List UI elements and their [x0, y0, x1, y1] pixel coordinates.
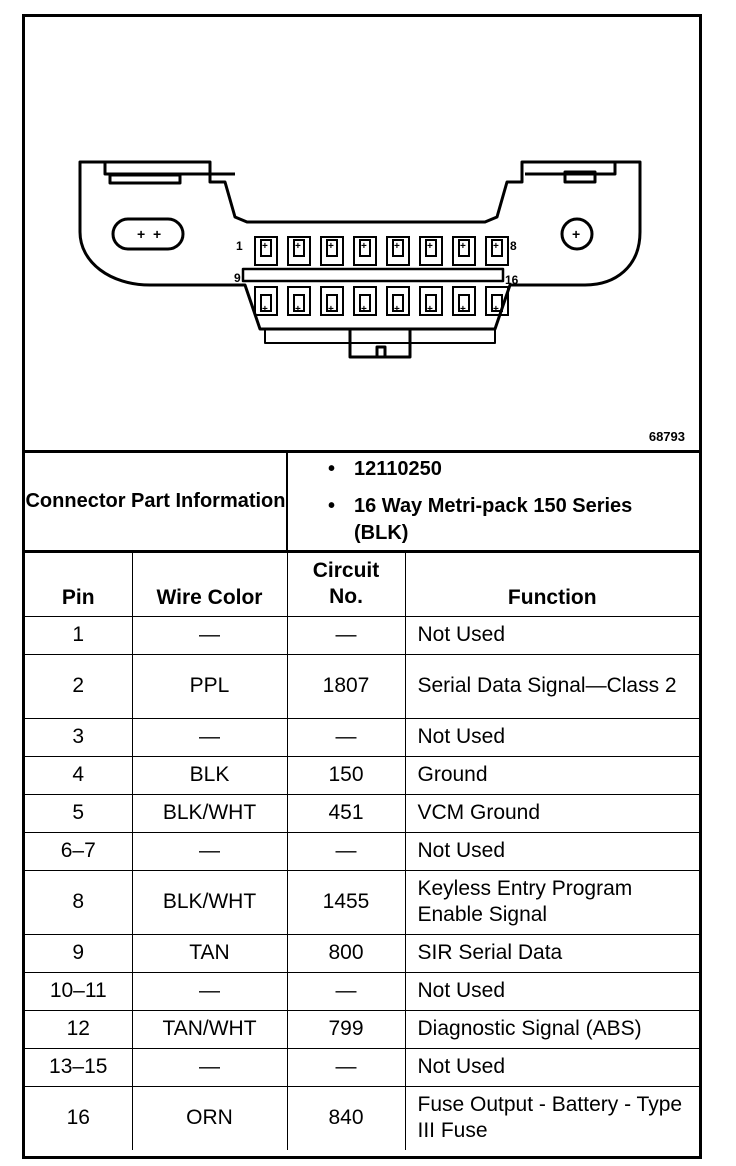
pin-cell: 10–11	[25, 972, 132, 1010]
pin-cell: 8	[25, 870, 132, 934]
connector-info-items	[288, 453, 699, 550]
table-row	[25, 870, 699, 934]
svg-text:+: +	[427, 241, 433, 252]
function-cell: Not Used	[405, 832, 699, 870]
circuit-cell: —	[287, 972, 405, 1010]
svg-text:+: +	[493, 241, 499, 252]
circuit-cell: —	[287, 616, 405, 654]
pin-label-16: 16	[505, 273, 519, 287]
table-row	[25, 756, 699, 794]
header-circuit-no: Circuit No.	[287, 550, 405, 616]
circuit-cell: 451	[287, 794, 405, 832]
pin-cavity	[255, 237, 277, 265]
svg-text:+: +	[361, 241, 367, 252]
circuit-cell: 800	[287, 934, 405, 972]
connector-part-information	[25, 453, 699, 553]
wire-color-cell: —	[132, 718, 287, 756]
pin-cavity	[354, 287, 376, 315]
function-cell: Not Used	[405, 718, 699, 756]
table-row	[25, 972, 699, 1010]
header-pin: Pin	[25, 550, 132, 616]
pin-cell: 6–7	[25, 832, 132, 870]
circuit-cell: 799	[287, 1010, 405, 1048]
pin-cavity	[288, 237, 310, 265]
pin-cavity	[420, 237, 442, 265]
bullet-icon: •	[328, 495, 336, 517]
table-row	[25, 1010, 699, 1048]
pin-cell: 12	[25, 1010, 132, 1048]
pin-cavities	[255, 237, 508, 315]
mount-plus-icon: +	[137, 226, 146, 242]
table-header-row	[25, 550, 699, 616]
wire-color-cell: PPL	[132, 654, 287, 718]
connector-illustration	[25, 17, 699, 453]
connector-type: 16 Way Metri-pack 150 Series (BLK)	[354, 495, 633, 544]
function-cell: Keyless Entry Program Enable Signal	[405, 870, 699, 934]
svg-text:+: +	[328, 241, 334, 252]
header-function: Function	[405, 550, 699, 616]
obd-connector-drawing	[25, 17, 699, 450]
wire-color-cell: —	[132, 832, 287, 870]
wire-color-cell: TAN/WHT	[132, 1010, 287, 1048]
wire-color-cell: TAN	[132, 934, 287, 972]
circuit-cell: 1807	[287, 654, 405, 718]
table-row	[25, 794, 699, 832]
function-cell: Not Used	[405, 616, 699, 654]
wire-color-cell: —	[132, 1048, 287, 1086]
pin-label-1: 1	[236, 239, 243, 253]
svg-text:+: +	[394, 304, 400, 315]
pin-cell: 16	[25, 1086, 132, 1150]
wire-color-cell: BLK/WHT	[132, 794, 287, 832]
connector-info-label: Connector Part Information	[25, 453, 288, 550]
wire-color-cell: BLK/WHT	[132, 870, 287, 934]
pin-cavity	[453, 237, 475, 265]
svg-text:+: +	[427, 304, 433, 315]
mount-plus-icon: +	[572, 226, 581, 242]
wire-color-cell: BLK	[132, 756, 287, 794]
table-row	[25, 934, 699, 972]
pin-cell: 2	[25, 654, 132, 718]
table-row	[25, 718, 699, 756]
function-cell: Not Used	[405, 972, 699, 1010]
function-cell: SIR Serial Data	[405, 934, 699, 972]
circuit-cell: 840	[287, 1086, 405, 1150]
pin-cavity	[453, 287, 475, 315]
pin-cell: 4	[25, 756, 132, 794]
pin-cavity	[321, 237, 343, 265]
header-wire-color: Wire Color	[132, 550, 287, 616]
wire-color-cell: ORN	[132, 1086, 287, 1150]
pin-cavity	[288, 287, 310, 315]
svg-text:+: +	[295, 304, 301, 315]
table-row	[25, 616, 699, 654]
pin-cavity	[486, 237, 508, 265]
svg-text:+: +	[262, 241, 268, 252]
connector-sheet	[22, 14, 702, 1159]
pin-cavity	[387, 287, 409, 315]
pin-cavity	[255, 287, 277, 315]
table-row	[25, 832, 699, 870]
pin-cavity	[321, 287, 343, 315]
wire-color-cell: —	[132, 616, 287, 654]
function-cell: Fuse Output - Battery - Type III Fuse	[405, 1086, 699, 1150]
wire-color-cell: —	[132, 972, 287, 1010]
circuit-cell: 1455	[287, 870, 405, 934]
circuit-cell: —	[287, 718, 405, 756]
svg-text:+: +	[328, 304, 334, 315]
function-cell: Diagnostic Signal (ABS)	[405, 1010, 699, 1048]
pin-cell: 13–15	[25, 1048, 132, 1086]
pin-cell: 9	[25, 934, 132, 972]
pin-cell: 3	[25, 718, 132, 756]
pin-label-9: 9	[234, 271, 241, 285]
pin-cell: 1	[25, 616, 132, 654]
function-cell: Ground	[405, 756, 699, 794]
pinout-table	[25, 550, 699, 1150]
svg-text:+: +	[361, 304, 367, 315]
pin-cavity	[354, 237, 376, 265]
function-cell: Serial Data Signal—Class 2	[405, 654, 699, 718]
svg-text:+: +	[394, 241, 400, 252]
svg-text:+: +	[460, 241, 466, 252]
pin-cavity	[420, 287, 442, 315]
function-cell: VCM Ground	[405, 794, 699, 832]
svg-text:+: +	[262, 304, 268, 315]
svg-text:+: +	[493, 304, 499, 315]
function-cell: Not Used	[405, 1048, 699, 1086]
mount-plus-icon: +	[153, 226, 162, 242]
pin-cavity	[387, 237, 409, 265]
table-row	[25, 1086, 699, 1150]
table-row	[25, 654, 699, 718]
circuit-cell: —	[287, 832, 405, 870]
circuit-cell: 150	[287, 756, 405, 794]
table-row	[25, 1048, 699, 1086]
figure-number: 68793	[648, 429, 685, 444]
svg-text:+: +	[460, 304, 466, 315]
pin-label-8: 8	[510, 239, 517, 253]
circuit-cell: —	[287, 1048, 405, 1086]
bullet-icon: •	[328, 458, 336, 480]
pin-cell: 5	[25, 794, 132, 832]
part-number: 12110250	[354, 458, 442, 480]
svg-text:+: +	[295, 241, 301, 252]
